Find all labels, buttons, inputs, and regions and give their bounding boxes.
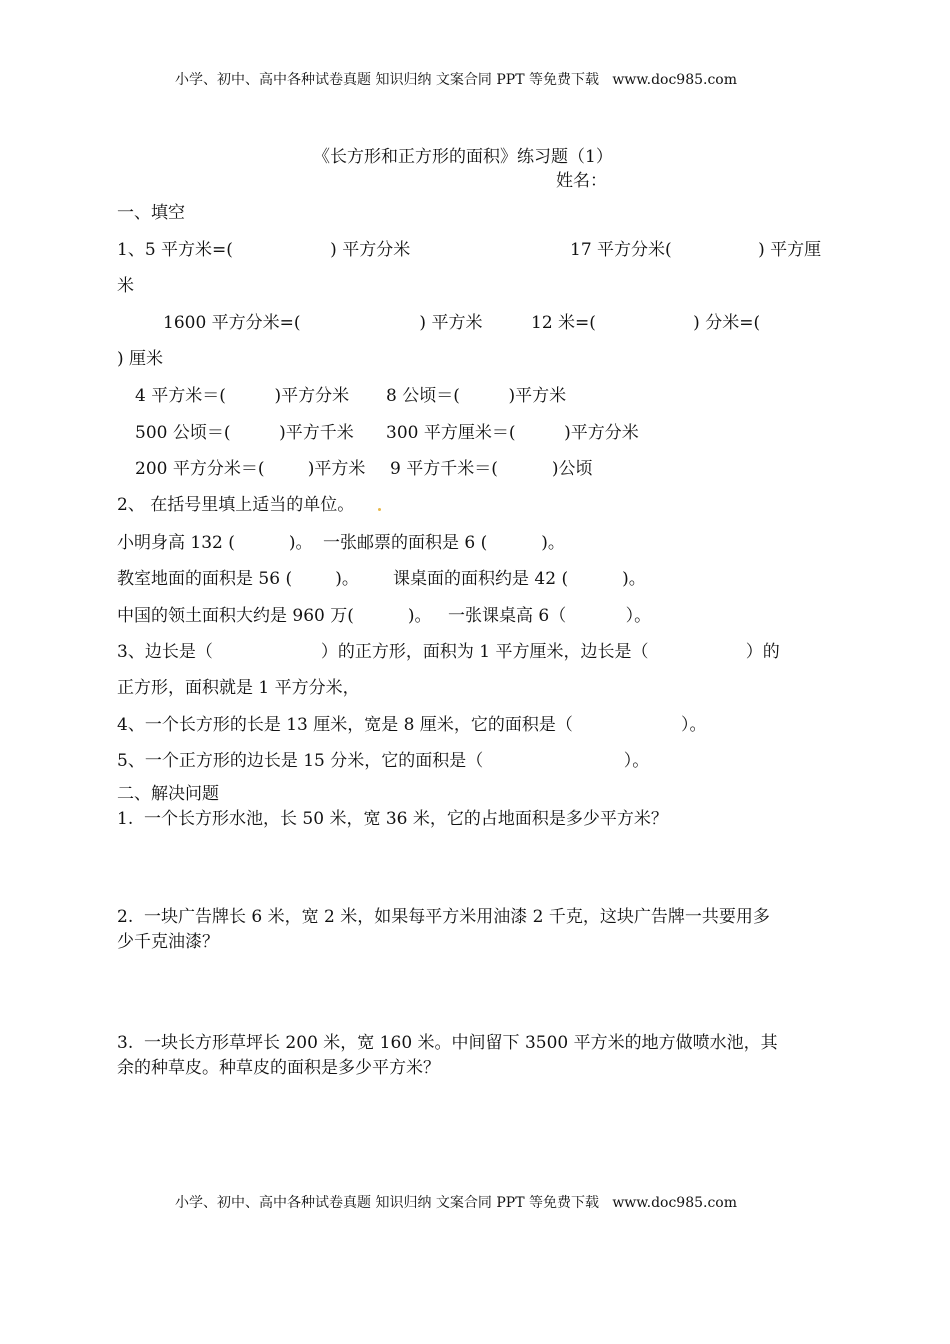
- q1-item-i: 200 平方分米＝( )平方米: [135, 459, 366, 479]
- page-header: 小学、初中、高中各种试卷真题 知识归纳 文案合同 PPT 等免费下载 www.doc985.com: [175, 72, 738, 88]
- name-label: 姓名：: [556, 171, 607, 191]
- q1-item-e: 4 平方米＝( )平方分米: [135, 386, 350, 406]
- q2-item-b: 一张邮票的面积是 6 ( )。: [323, 533, 565, 553]
- q1-item-c: 1600 平方分米=( ) 平方米: [163, 313, 483, 333]
- q1-item-g: 500 公顷＝( )平方千米: [135, 423, 354, 443]
- q2-item-e: 中国的领土面积大约是 960 万( )。: [117, 606, 432, 626]
- q4: 4、一个长方形的长是 13 厘米，宽是 8 厘米，它的面积是（ ）。: [117, 715, 707, 735]
- q2-label: 2、 在括号里填上适当的单位。: [117, 495, 355, 515]
- q1-item-d-wrap: ) 厘米: [117, 349, 164, 369]
- page-footer: 小学、初中、高中各种试卷真题 知识归纳 文案合同 PPT 等免费下载 www.doc985.com: [175, 1195, 738, 1211]
- problem-1: 1. 一个长方形水池，长 50 米，宽 36 米，它的占地面积是多少平方米？: [117, 809, 668, 829]
- problem-2-line2: 少千克油漆？: [117, 932, 219, 952]
- q3-line1: 3、边长是（ ）的正方形，面积为 1 平方厘米，边长是（ ）的: [117, 642, 780, 662]
- q1-item-d: 12 米=( ) 分米=(: [531, 313, 761, 333]
- q2-item-d: 课桌面的面积约是 42 ( )。: [393, 569, 646, 589]
- q2-item-a: 小明身高 132 ( )。: [117, 533, 313, 553]
- q1-item-a: 1、5 平方米=( ) 平方分米: [117, 240, 411, 260]
- q1-item-b-wrap: 米: [117, 276, 134, 296]
- page-title: 《长方形和正方形的面积》练习题（1）: [313, 147, 613, 167]
- problem-2-line1: 2. 一块广告牌长 6 米，宽 2 米，如果每平方米用油漆 2 千克，这块广告牌一共要用多: [117, 907, 770, 927]
- section2-heading: 二、解决问题: [117, 784, 219, 804]
- q2-item-c: 教室地面的面积是 56 ( )。: [117, 569, 359, 589]
- q1-item-h: 300 平方厘米＝( )平方分米: [386, 423, 639, 443]
- q2-item-f: 一张课桌高 6（ ）。: [448, 606, 652, 626]
- problem-3-line1: 3. 一块长方形草坪长 200 米，宽 160 米。中间留下 3500 平方米的地方做喷水池，其: [117, 1033, 778, 1053]
- q1-item-b: 17 平方分米( ) 平方厘: [570, 240, 822, 260]
- q1-item-j: 9 平方千米＝( )公顷: [390, 459, 593, 479]
- q5: 5、一个正方形的边长是 15 分米，它的面积是（ ）。: [117, 751, 650, 771]
- q3-line2: 正方形，面积就是 1 平方分米，: [117, 678, 360, 698]
- q1-item-f: 8 公顷＝( )平方米: [386, 386, 567, 406]
- section1-heading: 一、填空: [117, 203, 185, 223]
- problem-3-line2: 余的种草皮。种草皮的面积是多少平方米？: [117, 1058, 440, 1078]
- stray-mark: [378, 508, 381, 511]
